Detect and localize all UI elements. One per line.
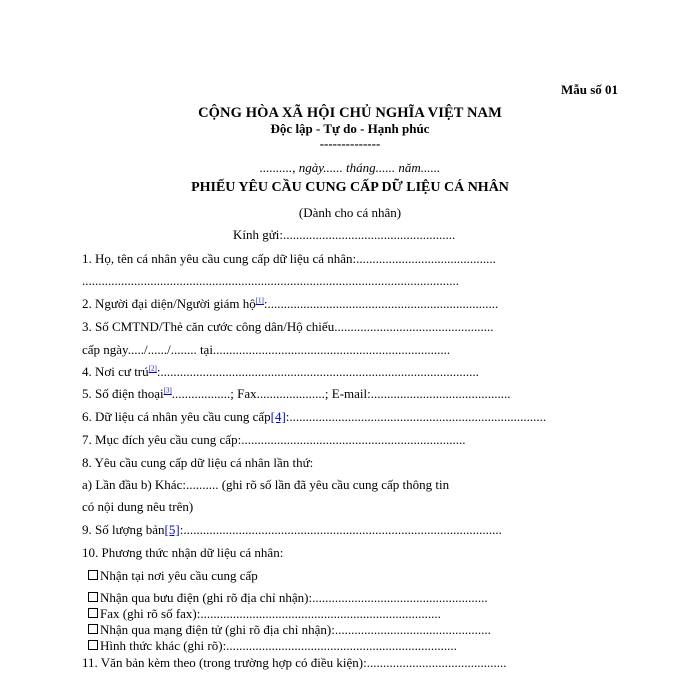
field-request-count: 8. Yêu cầu cung cấp dữ liệu cá nhân lần thứ:	[82, 455, 314, 470]
footnote-ref-4[interactable]: [4]	[270, 409, 286, 424]
field-residence	[82, 364, 479, 380]
field-copies-label: 9. Số lượng bản	[82, 522, 165, 537]
field-representative-label: 2. Người đại diện/Người giám hộ	[82, 296, 256, 311]
field-attachments: 11. Văn bản kèm theo (trong trường hợp có điều kiện):...........................................	[82, 655, 507, 670]
method-option[interactable]	[88, 590, 488, 606]
method-option-label: Nhận qua mạng điện tử (ghi rõ địa chỉ nhận):................................................	[100, 622, 491, 637]
form-code: Mẫu số 01	[560, 82, 618, 97]
field-residence-dots: :..................................................................................................	[156, 364, 479, 379]
footnote-ref-2[interactable]: [2]	[148, 364, 157, 373]
method-option[interactable]	[88, 606, 441, 622]
field-residence-label: 4. Nơi cư trú	[82, 364, 149, 379]
national-motto: Độc lập - Tự do - Hạnh phúc	[270, 121, 430, 136]
field-requested-data	[82, 409, 546, 425]
checkbox-icon[interactable]	[88, 624, 98, 634]
header-separator: --------------	[319, 136, 381, 151]
date-line: .........., ngày...... tháng...... năm......	[259, 160, 441, 175]
form-title: PHIẾU YÊU CẦU CUNG CẤP DỮ LIỆU CÁ NHÂN	[191, 180, 509, 195]
checkbox-icon[interactable]	[88, 592, 98, 602]
field-request-count-note: có nội dung nêu trên)	[82, 499, 194, 514]
method-option-label: Fax (ghi rõ số fax):..........................................................................	[100, 606, 441, 621]
field-requested-data-label: 6. Dữ liệu cá nhân yêu cầu cung cấp	[82, 409, 271, 424]
field-copies	[82, 522, 502, 538]
method-option-label: Nhận tại nơi yêu cầu cung cấp	[100, 568, 258, 583]
field-contact-label: 5. Số điện thoại	[82, 386, 164, 401]
field-full-name: 1. Họ, tên cá nhân yêu cầu cung cấp dữ liệu cá nhân:...........................................	[82, 251, 496, 266]
field-issue-date: cấp ngày...../....../........ tại.........................................................................	[82, 342, 451, 357]
checkbox-icon[interactable]	[88, 640, 98, 650]
field-representative	[82, 296, 498, 312]
field-purpose: 7. Mục đích yêu cầu cung cấp:.....................................................................	[82, 432, 466, 447]
method-option-label: Hình thức khác (ghi rõ):.......................................................................	[100, 638, 457, 653]
footnote-ref-1[interactable]: [1]	[255, 296, 264, 305]
method-option[interactable]	[88, 638, 457, 654]
field-representative-dots: :.......................................................................	[263, 296, 499, 311]
method-option[interactable]	[88, 622, 491, 638]
footnote-ref-3[interactable]: [3]	[163, 386, 172, 395]
field-full-name-cont: ....................................................................................................................	[82, 273, 459, 288]
nation-title: CỘNG HÒA XÃ HỘI CHỦ NGHĨA VIỆT NAM	[198, 105, 502, 121]
checkbox-icon[interactable]	[88, 570, 98, 580]
footnote-ref-5[interactable]: [5]	[164, 522, 180, 537]
field-copies-dots: :..................................................................................................	[179, 522, 502, 537]
field-request-count-options: a) Lần đầu b) Khác:.......... (ghi rõ số lần đã yêu cầu cung cấp thông tin	[82, 477, 450, 492]
form-subtitle: (Dành cho cá nhân)	[298, 205, 402, 220]
method-option[interactable]	[88, 568, 258, 584]
checkbox-icon[interactable]	[88, 608, 98, 618]
recipient-line: Kính gửi:.....................................................	[233, 227, 456, 242]
field-contact	[82, 386, 511, 402]
field-requested-data-dots: :...............................................................................	[285, 409, 547, 424]
field-contact-dots: ..................; Fax.....................; E-mail:...........................................	[171, 386, 511, 401]
field-id-number: 3. Số CMTND/Thẻ căn cước công dân/Hộ chiếu.................................................	[82, 319, 494, 334]
field-receive-method: 10. Phương thức nhận dữ liệu cá nhân:	[82, 545, 284, 560]
method-option-label: Nhận qua bưu điện (ghi rõ địa chỉ nhận):......................................................	[100, 590, 488, 605]
